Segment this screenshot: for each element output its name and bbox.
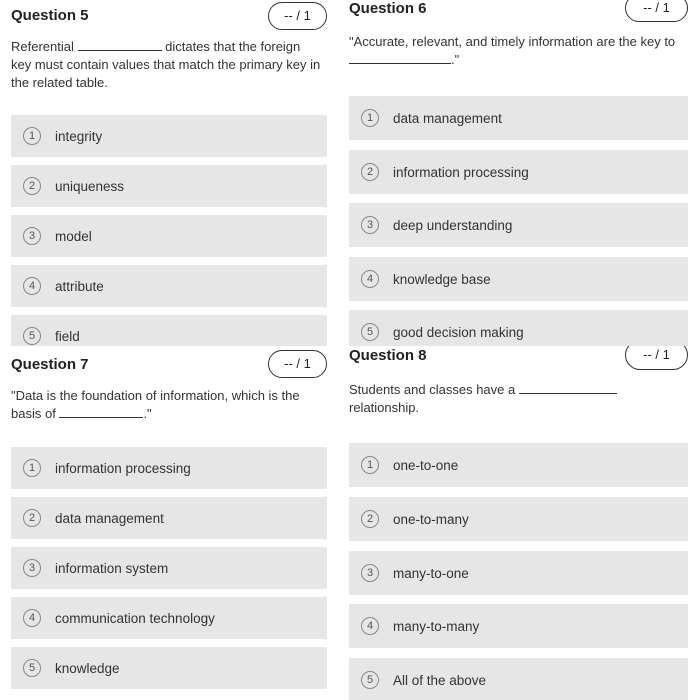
option-number-badge: 3 (23, 559, 41, 577)
option-1[interactable] (349, 96, 688, 140)
option-label: deep understanding (393, 217, 513, 233)
question-text-end: relationship. (349, 400, 420, 415)
answer-blank (78, 38, 162, 51)
score-badge[interactable]: -- / 1 (268, 350, 327, 378)
question-text-start: "Data is the foundation of information, which is the basis of (11, 388, 300, 421)
option-label: knowledge (55, 660, 120, 676)
option-number-badge: 3 (361, 216, 379, 234)
option-number-badge: 5 (23, 659, 41, 677)
option-5[interactable] (11, 647, 327, 689)
option-5[interactable] (349, 310, 688, 346)
question-6-panel (340, 0, 700, 346)
option-label: good decision making (393, 324, 524, 340)
option-3[interactable] (349, 551, 688, 595)
option-label: data management (55, 510, 164, 526)
option-label: data management (393, 110, 502, 126)
option-label: model (55, 228, 92, 244)
option-2[interactable] (349, 497, 688, 541)
option-1[interactable] (349, 443, 688, 487)
option-4[interactable] (349, 257, 688, 301)
option-3[interactable] (11, 215, 327, 257)
option-number-badge: 2 (23, 177, 41, 195)
option-number-badge: 1 (23, 459, 41, 477)
option-label: All of the above (393, 672, 487, 688)
option-label: attribute (55, 278, 104, 294)
option-5[interactable] (11, 315, 327, 346)
question-7-panel (0, 346, 340, 700)
option-label: communication technology (55, 610, 215, 626)
option-2[interactable] (349, 150, 688, 194)
option-4[interactable] (11, 265, 327, 307)
question-text-start: "Accurate, relevant, and timely information are the key to (349, 34, 676, 49)
option-label: knowledge base (393, 271, 491, 287)
option-label: many-to-many (393, 618, 480, 634)
option-number-badge: 4 (23, 609, 41, 627)
question-8-panel (340, 346, 700, 700)
option-3[interactable] (349, 203, 688, 247)
option-4[interactable] (11, 597, 327, 639)
option-number-badge: 5 (361, 671, 379, 689)
option-label: information system (55, 560, 169, 576)
option-label: information processing (393, 164, 529, 180)
option-label: uniqueness (55, 178, 125, 194)
option-1[interactable] (11, 115, 327, 157)
question-text-end: dictates that the foreign key must contain values that match the primary key in the related table. (11, 39, 321, 90)
option-label: one-to-many (393, 511, 469, 527)
option-number-badge: 2 (361, 510, 379, 528)
option-number-badge: 4 (361, 617, 379, 635)
answer-blank (59, 405, 143, 418)
option-5[interactable] (349, 658, 688, 700)
question-title: Question 5 (11, 7, 89, 24)
answer-blank (519, 381, 617, 394)
question-text (11, 387, 326, 423)
option-label: information processing (55, 460, 191, 476)
question-text-start: Referential (11, 39, 74, 54)
option-number-badge: 4 (361, 270, 379, 288)
option-number-badge: 1 (23, 127, 41, 145)
question-text (349, 33, 679, 69)
option-number-badge: 1 (361, 109, 379, 127)
option-4[interactable] (349, 604, 688, 648)
option-number-badge: 3 (361, 564, 379, 582)
option-number-badge: 1 (361, 456, 379, 474)
option-1[interactable] (11, 447, 327, 489)
option-3[interactable] (11, 547, 327, 589)
option-label: integrity (55, 128, 103, 144)
question-title: Question 8 (349, 347, 427, 364)
question-title: Question 7 (11, 356, 89, 373)
option-2[interactable] (11, 165, 327, 207)
option-number-badge: 4 (23, 277, 41, 295)
question-5-panel (0, 0, 340, 346)
option-number-badge: 2 (361, 163, 379, 181)
option-number-badge: 2 (23, 509, 41, 527)
question-title: Question 6 (349, 0, 427, 17)
option-label: many-to-one (393, 565, 469, 581)
question-text-start: Students and classes have a (349, 382, 516, 397)
question-text (349, 381, 679, 417)
question-text-end: ." (451, 52, 460, 67)
option-number-badge: 5 (23, 327, 41, 345)
answer-blank (349, 51, 451, 64)
option-2[interactable] (11, 497, 327, 539)
question-text (11, 38, 321, 92)
question-text-end: ." (143, 406, 152, 421)
option-number-badge: 3 (23, 227, 41, 245)
option-number-badge: 5 (361, 323, 379, 341)
score-badge[interactable]: -- / 1 (625, 346, 688, 370)
option-label: one-to-one (393, 457, 459, 473)
score-badge[interactable]: -- / 1 (268, 2, 327, 30)
score-badge[interactable]: -- / 1 (625, 0, 688, 22)
option-label: field (55, 328, 80, 344)
